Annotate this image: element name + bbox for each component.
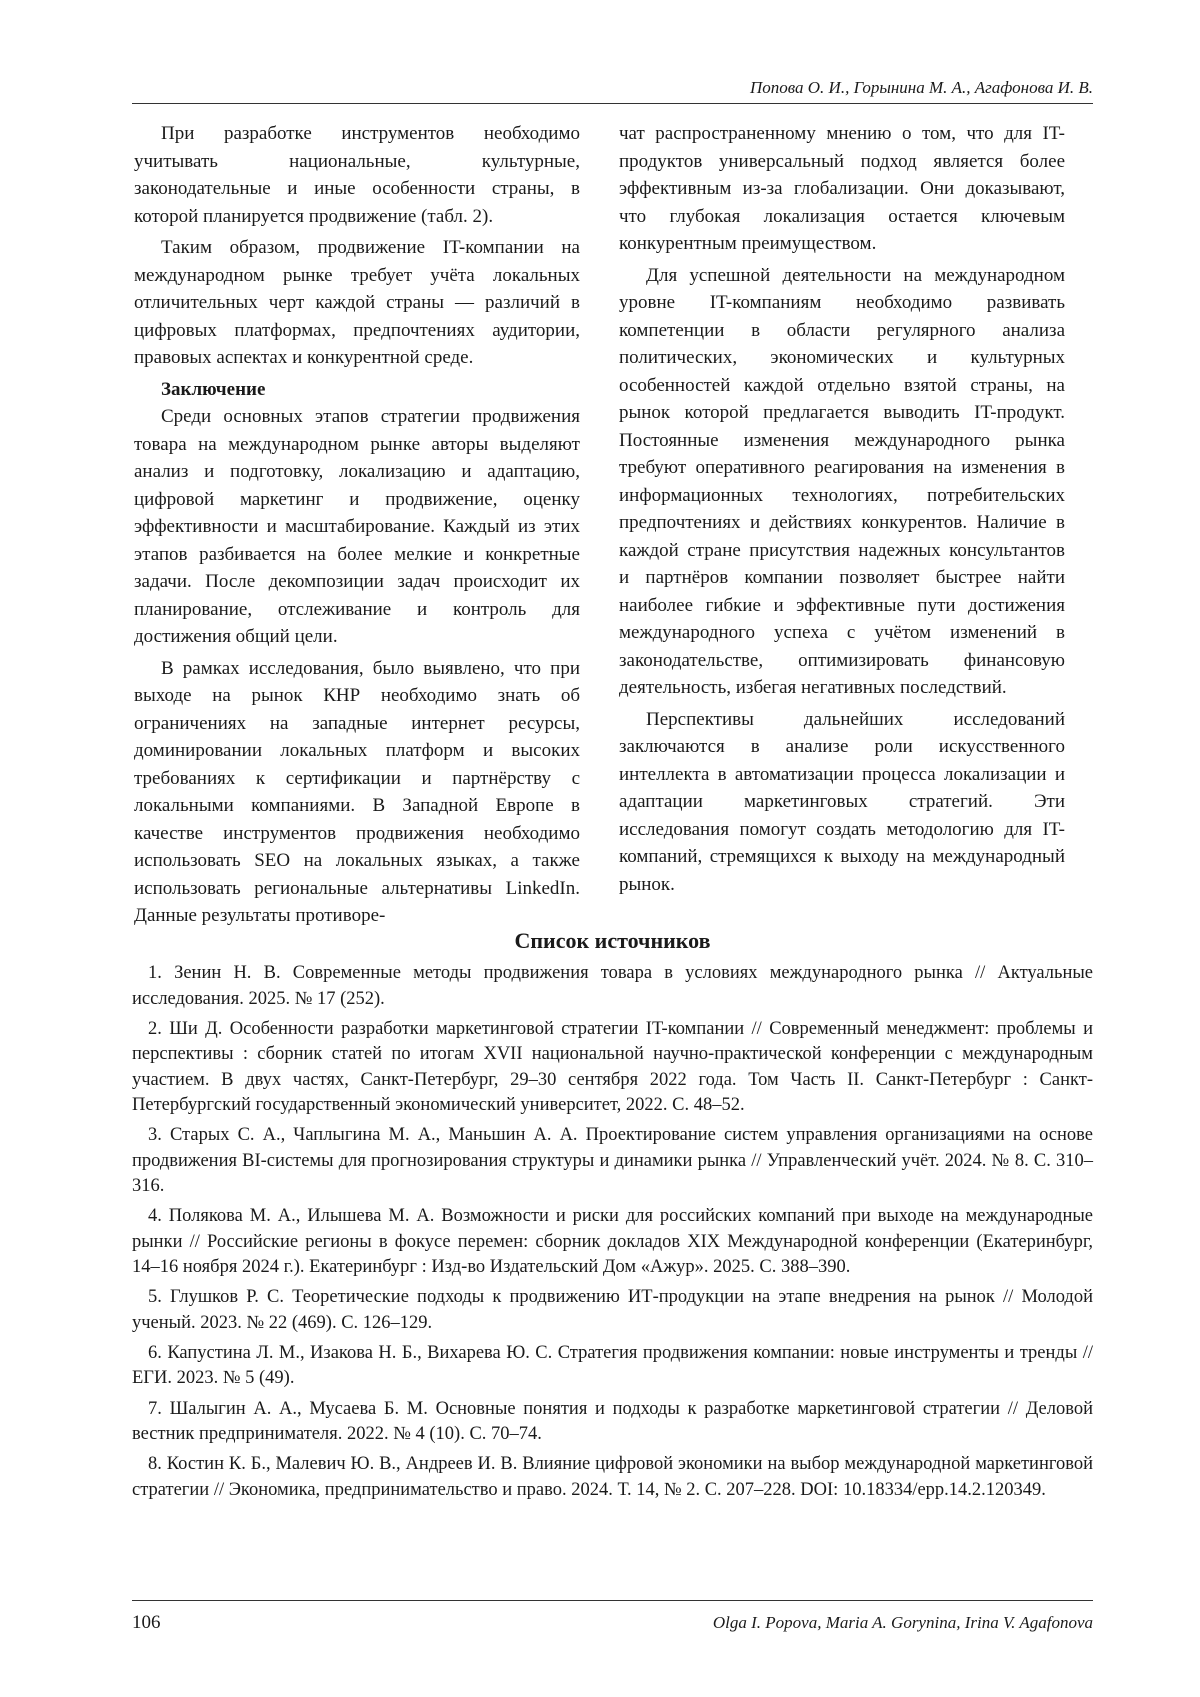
paragraph-stages: Среди основных этапов стратегии продвижения товара на международном рынке авторы выделяют анализ и подготовку, локализацию и адаптацию, цифровой маркетинг и продвижение, оценку эффективности и масштабирование. Каждый из этих этапов разбивается на более мелкие и конкретные задачи. После декомпозиции задач происходит их планирование, отслеживание и контроль для достижения общий цели. (134, 406, 580, 647)
reference-item: 4. Полякова М. А., Илышева М. А. Возможности и риски для российских компаний при выходе на международные рынки // Российские регионы в фокусе перемен: сборник докладов XIX Международной конференции (Екатеринбург, 14–16 ноября 2024 г.). Екатеринбург : Изд-во Издательский Дом «Ажур». 2025. С. 388–390. (132, 1206, 1093, 1278)
header-divider (132, 103, 1093, 104)
reference-item: 7. Шалыгин А. А., Мусаева Б. М. Основные понятия и подходы к разработке маркетинговой стратегии // Деловой вестник предпринимателя. 2022. № 4 (10). С. 70–74. (132, 1398, 1093, 1445)
reference-item: 8. Костин К. Б., Малевич Ю. В., Андреев И. В. Влияние цифровой экономики на выбор международной маркетинговой стратегии // Экономика, предпринимательство и право. 2024. Т. 14, № 2. С. 207–228. DOI: 10.18334/epp.14.2.120349. (132, 1454, 1093, 1500)
paragraph-competencies: Для успешной деятельности на международном уровне IT-компаниям необходимо развивать компетенции в области регулярного анализа политических, экономических и культурных особенностей каждой отдельно взятой страны, на рынок которой предлагается выводить IT-продукт. Постоянные изменения международного рынка требуют оперативного реагирования на изменения в информационных технологиях, потребительских предпочтениях и действиях конкурентов. Наличие в каждой стране присутствия надежных консультантов и партнёров компании позволяет быстрее найти наиболее гибкие и эффективные пути достижения международного успеха с учётом изменений в законодательстве, оптимизировать финансовую деятельность, избегая негативных последствий. (619, 264, 1065, 698)
footer-divider (132, 1600, 1093, 1601)
reference-item: 1. Зенин Н. В. Современные методы продвижения товара в условиях международного рынка // Актуальные исследования. 2025. № 17 (252). (132, 963, 1093, 1009)
running-head-authors: Попова О. И., Горынина М. А., Агафонова И. В. (749, 78, 1093, 97)
references-title: Список источников (514, 928, 711, 953)
references-list (132, 961, 1093, 1508)
reference-item: 3. Старых С. А., Чаплыгина М. А., Маньшин А. А. Проектирование систем управления организациями на основе продвижения BI-системы для прогнозирования структуры и динамики рынка // Управленческий учёт. 2024. № 8. С. 310–316. (132, 1125, 1093, 1197)
paragraph-tools: При разработке инструментов необходимо учитывать национальные, культурные, законодательные и иные особенности страны, в которой планируется продвижение (табл. 2). (134, 123, 580, 227)
running-foot-authors: Olga I. Popova, Maria A. Gorynina, Irina V. Agafonova (712, 1613, 1093, 1632)
left-column (134, 120, 580, 934)
paragraph-perspectives: Перспективы дальнейших исследований заключаются в анализе роли искусственного интеллекта в автоматизации процесса локализации и адаптации маркетинговых стратегий. Эти исследования помогут создать методологию для IT-компаний, стремящихся к выходу на международный рынок. (619, 708, 1065, 895)
page-number: 106 (132, 1612, 161, 1633)
reference-item: 6. Капустина Л. М., Изакова Н. Б., Вихарева Ю. С. Стратегия продвижения компании: новые инструменты и тренды // ЕГИ. 2023. № 5 (49). (132, 1342, 1093, 1389)
paragraph-continuation: чат распространенному мнению о том, что для IT-продуктов универсальный подход является более эффективным из-за глобализации. Они доказывают, что глубокая локализация остается ключевым конкурентным преимуществом. (619, 123, 1065, 254)
paragraph-summary: Таким образом, продвижение IT-компании на международном рынке требует учёта локальных отличительных черт каждой страны — различий в цифровых платформах, предпочтениях аудитории, правовых аспектах и конкурентной среде. (134, 237, 580, 368)
paragraph-findings: В рамках исследования, было выявлено, что при выходе на рынок КНР необходимо знать об ограничениях на западные интернет ресурсы, доминировании локальных платформ и высоких требованиях к сертификации и партнёрству с локальными компаниями. В Западной Европе в качестве инструментов продвижения необходимо использовать SEO на локальных языках, а также использовать региональные альтернативы LinkedIn. Данные результаты противоре- (134, 657, 580, 926)
section-heading-conclusion: Заключение (161, 378, 266, 400)
right-column (619, 120, 1065, 902)
reference-item: 2. Ши Д. Особенности разработки маркетинговой стратегии IT-компании // Современный менеджмент: проблемы и перспективы : сборник статей по итогам XVII национальной научно-практической конференции с международным участием. В двух частях, Санкт-Петербург, 29–30 сентября 2022 года. Том Часть II. Санкт-Петербург : Санкт-Петербургский государственный экономический университет, 2022. С. 48–52. (132, 1018, 1093, 1116)
reference-item: 5. Глушков Р. С. Теоретические подходы к продвижению ИТ-продукции на этапе внедрения на рынок // Молодой ученый. 2023. № 22 (469). С. 126–129. (132, 1287, 1093, 1333)
